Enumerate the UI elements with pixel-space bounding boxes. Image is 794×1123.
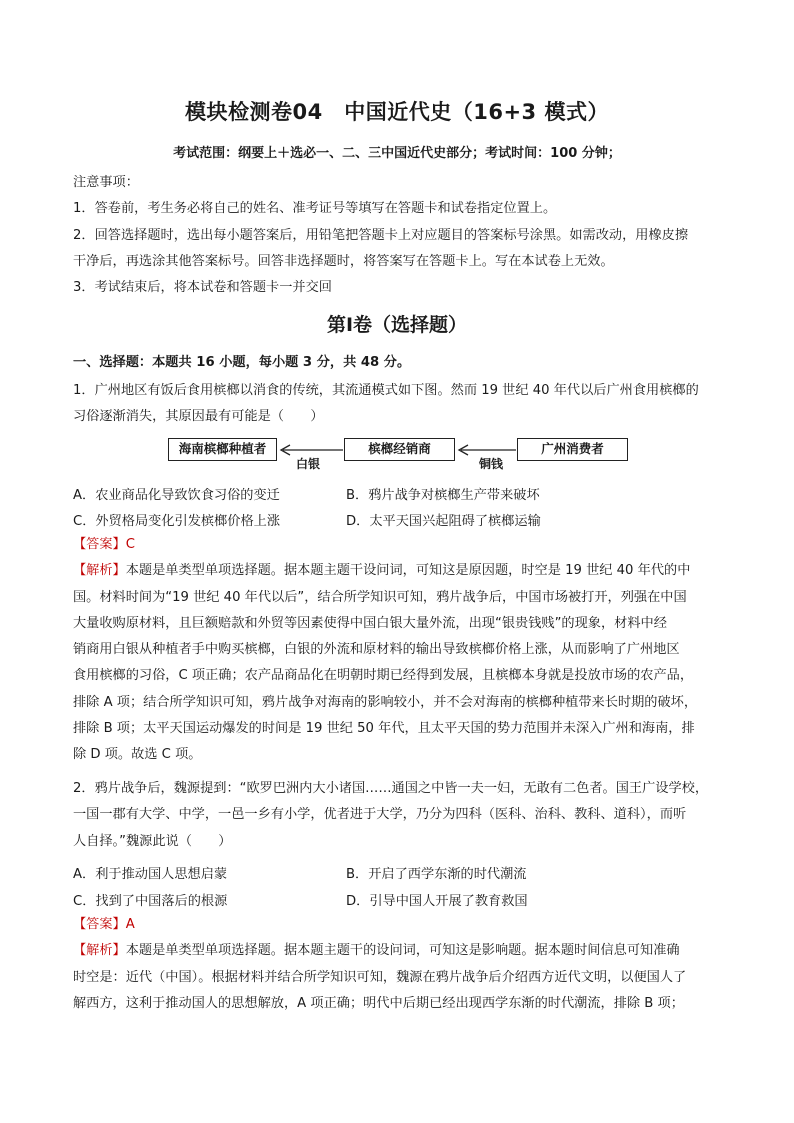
q2-option-a: A．利于推动国人思想启蒙 — [73, 867, 228, 882]
q2-stem — [73, 776, 723, 855]
q1-analysis-line: 食用槟榔的习俗，C 项正确；农产品商品化在明朝时期已经得到发展，且槟榔本身就是投放市场的农产品， — [73, 668, 694, 684]
flow-box-growers: 海南槟榔种植者 — [168, 438, 277, 461]
q1-analysis-line: 大量收购原材料，且巨额赔款和外贸等因素使得中国白银大量外流，出现“银贵钱贱”的现象，材料中经 — [73, 615, 667, 631]
q1-stem-line: 习俗逐渐消失，其原因最有可能是（ ） — [73, 409, 324, 425]
exam-title: 模块检测卷04 中国近代史（16+3 模式） — [185, 100, 609, 124]
q2-option-b: B．开启了西学东渐的时代潮流 — [346, 867, 527, 882]
q1-stem-line: 1．广州地区有饭后食用槟榔以消食的传统，其流通模式如下图。然而 19 世纪 40 年代以后广州食用槟榔的 — [73, 383, 699, 398]
q2-answer-analysis — [73, 912, 723, 1017]
q1-analysis-line: 排除 B 项；太平天国运动爆发的时间是 19 世纪 50 年代，且太平天国的势力范围并未深入广州和海南，排 — [73, 721, 695, 737]
q2-analysis-line: 时空是：近代（中国）。根据材料并结合所学知识可知，魏源在鸦片战争后介绍西方近代文明，以便国人了 — [73, 969, 687, 985]
analysis-label: 【解析】 — [73, 563, 126, 579]
section-instruction-block — [73, 350, 723, 376]
q1-analysis-line: 销商用白银从种植者手中购买槟榔，白银的外流和原材料的输出导致槟榔价格上涨，从而影响了广州地区 — [73, 642, 680, 658]
note-line: 2．回答选择题时，选出每小题答案后，用铅笔把答题卡上对应题目的答案标号涂黑。如需改动，用橡皮擦 — [73, 227, 689, 243]
q2-option-d: D．引导中国人开展了教育救国 — [346, 894, 528, 909]
q1-option-c: C．外贸格局变化引发槟榔价格上涨 — [73, 514, 281, 529]
q2-stem-line: 2．鸦片战争后，魏源提到：“欧罗巴洲内大小诸国……通国之中皆一夫一妇，无敢有二色者。国王广设学校， — [73, 781, 709, 796]
q1-option-b: B．鸦片战争对槟榔生产带来破坏 — [346, 488, 540, 503]
notes-heading: 注意事项： — [73, 175, 139, 190]
q1-analysis-line: 排除 A 项；结合所学知识可知，鸦片战争对海南的影响较小，并不会对海南的槟榔种植带来长时期的破坏， — [73, 694, 698, 710]
q1-analysis-line: 【解析】本题是单类型单项选择题。据本题主题干设问词，可知这是原因题，时空是 19 世纪 40 年代的中 — [73, 563, 691, 579]
note-line: 3．考试结束后，将本试卷和答题卡一并交回 — [73, 280, 332, 296]
q1-answer-analysis — [73, 532, 723, 769]
q1-analysis-line: 除 D 项。故选 C 项。 — [73, 747, 202, 763]
exam-scope: 考试范围：纲要上＋选必一、二、三中国近代史部分；考试时间：100 分钟； — [173, 146, 621, 161]
q1-stem — [73, 378, 723, 431]
analysis-label: 【解析】 — [73, 943, 126, 959]
q1-answer — [73, 532, 723, 558]
q2-stem-line: 一国一郡有大学、中学，一邑一乡有小学，优者进于大学，乃分为四科（医科、治科、教科、道科），而听 — [73, 807, 687, 823]
note-line: 干净后，再选涂其他答案标号。回答非选择题时，将答案写在答题卡上。写在本试卷上无效。 — [73, 253, 614, 269]
answer-label: 【答案】 — [73, 917, 126, 932]
section-instruction: 一、选择题：本题共 16 小题，每小题 3 分，共 48 分。 — [73, 355, 411, 370]
flow-label-silver: 白银 — [296, 457, 321, 471]
answer-value: C — [125, 537, 135, 552]
q2-analysis-line: 【解析】本题是单类型单项选择题。据本题主题干的设问词，可知这是影响题。据本题时间信息可知准确 — [73, 943, 680, 959]
section-title: 第Ⅰ卷（选择题） — [326, 314, 468, 336]
note-line: 1．答卷前，考生务必将自己的姓名、准考证号等填写在答题卡和试卷指定位置上。 — [73, 201, 557, 217]
notes-block — [73, 170, 723, 301]
q2-analysis-line: 解西方，这利于推动国人的思想解放，A 项正确；明代中后期已经出现西学东渐的时代潮流，排除 B 项； — [73, 995, 684, 1011]
q2-answer — [73, 912, 723, 938]
q2-option-c: C．找到了中国落后的根源 — [73, 894, 228, 909]
answer-value: A — [125, 917, 135, 932]
q2-stem-line: 人自择。”魏源此说（ ） — [73, 833, 232, 849]
flow-box-consumers: 广州消费者 — [517, 438, 628, 461]
flow-label-copper: 铜钱 — [479, 457, 504, 471]
q1-analysis-line: 国。材料时间为“19 世纪 40 年代以后”，结合所学知识可知，鸦片战争后，中国市场被打开，列强在中国 — [73, 589, 687, 605]
answer-label: 【答案】 — [73, 537, 126, 552]
q1-option-d: D．太平天国兴起阻碍了槟榔运输 — [346, 514, 541, 529]
flow-box-dealers: 槟榔经销商 — [344, 438, 455, 461]
q1-option-a: A．农业商品化导致饮食习俗的变迁 — [73, 488, 280, 503]
